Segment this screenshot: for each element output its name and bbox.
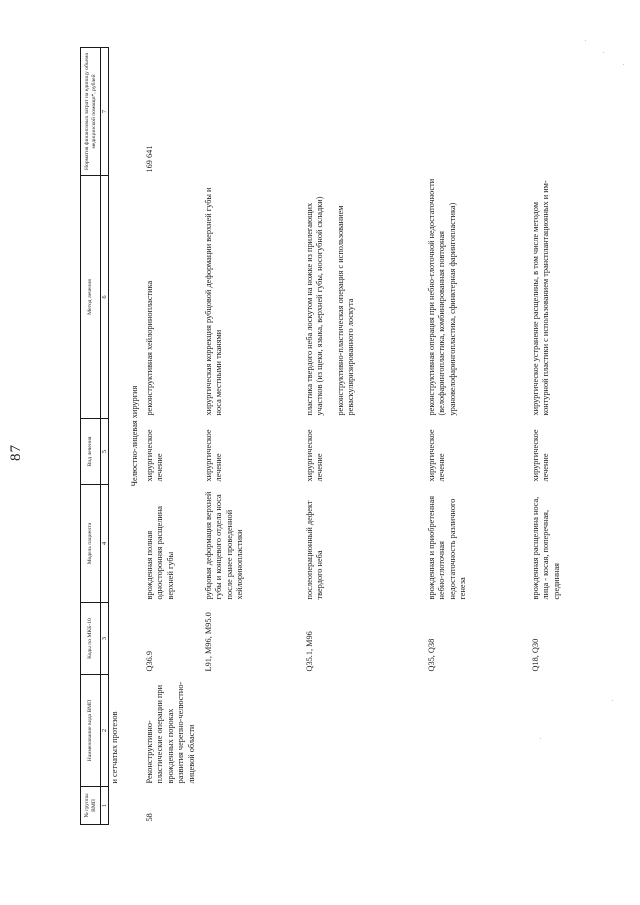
model-5: врожденная расщелина носа, лица - косая, поперечная, срединная	[531, 496, 561, 600]
method-4: реконструктивная операция при небно-глоточной недостаточности (велофарингопластика, комбинированная повторная урановелофарингопластика, сфинктерная фарингопластика)	[427, 178, 457, 416]
scan-speck	[612, 700, 613, 701]
section-title: Челюстно-лицевая хирургия	[129, 385, 139, 487]
col-number: 4	[101, 485, 109, 603]
col-number: 6	[101, 176, 109, 419]
model-4: врожденная и приобретенная небно-глоточная недостаточность различного генеза	[427, 495, 468, 600]
method-2: хирургическая коррекция рубцовой деформации верхней губы и носа местными тканями	[204, 187, 224, 416]
method-3a: пластика твердого неба лоскутом на ножке из прилегающих участков (из щеки, языка, верхней губы, носогубной складки)	[305, 196, 325, 416]
treatment-1: хирургическое лечение	[145, 429, 165, 482]
col-number: 2	[101, 675, 109, 787]
method-cell	[143, 176, 564, 419]
model-3: послеоперационный дефект твердого неба	[305, 500, 325, 600]
col-number: 1	[101, 787, 109, 825]
continuation-text: и сетчатых протезов	[110, 711, 120, 784]
page-number: 87	[8, 444, 24, 461]
vmp-table	[80, 47, 564, 825]
scan-speck	[603, 52, 604, 53]
col-header-5: Вид лечения	[81, 419, 101, 485]
model-1: врожденная полная односторонняя расщелина верхней губы	[145, 506, 175, 600]
codes-cell	[143, 603, 564, 675]
column-number-row	[101, 48, 109, 825]
treatment-2: хирургическое лечение	[204, 429, 224, 482]
model-2: рубцовая деформация верхней губы и концевого отдела носа после ранее проведенной хейлоринопластики	[204, 491, 245, 600]
col-number: 7	[101, 48, 109, 176]
codes-3: Q35.1, M96	[305, 631, 314, 672]
cost-cell: 169 641	[145, 145, 154, 173]
col-header-7: Норматив финансовых затрат на единицу объема медицинской помощи*, рублей	[81, 48, 101, 176]
scan-speck	[585, 40, 586, 41]
section-row	[126, 48, 143, 825]
col-header-1: № группы ВМП	[81, 787, 101, 825]
col-header-3: Коды по МКБ-10	[81, 603, 101, 675]
method-3	[305, 179, 420, 416]
treatment-cell	[143, 419, 564, 485]
col-header-6: Метод лечения	[81, 176, 101, 419]
group-58-row	[143, 48, 564, 825]
group-number: 58	[145, 813, 154, 822]
method-1: реконструктивная хейлоринопластика	[145, 280, 154, 416]
group-name: Реконструктивно-пластические операции при врожденных пороках развития черепно-челюстно-лицевой области	[145, 681, 196, 784]
codes-2: L91, M96, M95.0	[204, 612, 213, 672]
scan-speck	[540, 738, 541, 739]
col-number: 3	[101, 603, 109, 675]
treatment-5: хирургическое лечение	[531, 429, 551, 482]
codes-5: Q18, Q30	[531, 638, 540, 672]
codes-1: Q36.9	[145, 650, 154, 672]
codes-4: Q35, Q38	[427, 638, 436, 672]
col-header-2: Наименование вида ВМП	[81, 675, 101, 787]
treatment-3: хирургическое лечение	[305, 429, 325, 482]
treatment-4: хирургическое лечение	[427, 429, 447, 482]
method-3b: реконструктивно-пластическая операция с использованием реваскуляризированного лоскута	[335, 205, 356, 416]
header-row	[81, 48, 101, 825]
scan-speck	[623, 64, 624, 65]
col-header-4: Модель пациента	[81, 485, 101, 603]
model-cell	[143, 485, 564, 603]
method-5: хирургическое устранение расщелины, в том числе методом контурной пластики с использованием трансплантационных и им-	[531, 180, 551, 416]
continuation-row	[109, 48, 126, 825]
col-number: 5	[101, 419, 109, 485]
